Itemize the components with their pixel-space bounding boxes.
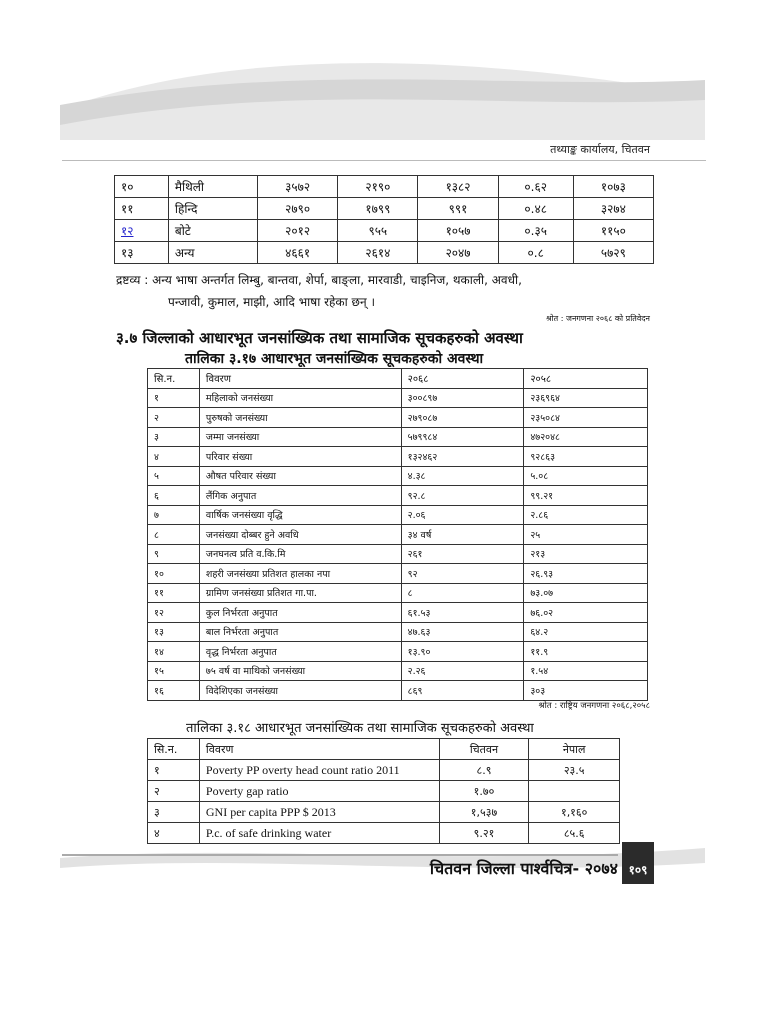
note: [116, 269, 656, 313]
language: हिन्दि: [168, 198, 257, 220]
value: २१३: [524, 544, 648, 564]
serial: ८: [148, 525, 200, 545]
value: ८: [401, 583, 524, 603]
source-note: श्रोत : राष्ट्रिय जनगणना २०६८,२०५८: [538, 701, 650, 711]
value: ५७२९: [573, 242, 653, 264]
value: १३.९०: [401, 642, 524, 662]
indicator: लैंगिक अनुपात: [199, 486, 401, 506]
indicator: वार्षिक जनसंख्या वृद्धि: [199, 505, 401, 525]
table-row: [148, 408, 648, 428]
language: बोटे: [168, 220, 257, 242]
value: २७९०: [258, 198, 338, 220]
table-row: [148, 583, 648, 603]
serial: ११: [148, 583, 200, 603]
table-row: [148, 760, 620, 781]
serial: ३: [148, 427, 200, 447]
value: [529, 781, 620, 802]
serial: १२: [148, 603, 200, 623]
value: १.७०: [439, 781, 529, 802]
table-row: [148, 427, 648, 447]
table-row: [148, 388, 648, 408]
indicator: औषत परिवार संख्या: [199, 466, 401, 486]
value: ७३.०७: [524, 583, 648, 603]
indicator: बाल निर्भरता अनुपात: [199, 622, 401, 642]
value: २.०६: [401, 505, 524, 525]
value: ४७.६३: [401, 622, 524, 642]
value: ०.४८: [498, 198, 573, 220]
value: ४६६१: [258, 242, 338, 264]
indicator: Poverty gap ratio: [199, 781, 439, 802]
value: १०५७: [418, 220, 498, 242]
table-title: तालिका ३.१८ आधारभूत जनसांख्यिक तथा सामाजिक सूचकहरुको अवस्था: [186, 721, 534, 736]
footer-divider: [62, 854, 618, 856]
table-row: [115, 176, 654, 198]
table-row: [148, 447, 648, 467]
value: २३.५: [529, 760, 620, 781]
value: २०१२: [258, 220, 338, 242]
indicator: जनसंख्या दोब्बर हुने अवधि: [199, 525, 401, 545]
language: अन्य: [168, 242, 257, 264]
serial: १०: [115, 176, 169, 198]
serial: १: [148, 760, 200, 781]
value: ५.०८: [524, 466, 648, 486]
value: ७६.०२: [524, 603, 648, 623]
table-title: तालिका ३.१७ आधारभूत जनसांख्यिक सूचकहरुको अवस्था: [185, 351, 484, 367]
serial: १०: [148, 564, 200, 584]
serial: १६: [148, 681, 200, 701]
value: १०७३: [573, 176, 653, 198]
serial-link[interactable]: १२: [115, 220, 169, 242]
value: ८५.६: [529, 823, 620, 844]
value: २७९०८७: [401, 408, 524, 428]
value: २०४७: [418, 242, 498, 264]
poverty-table: [147, 738, 620, 844]
footer-title: चितवन जिल्ला पार्श्वचित्र- २०७४: [429, 859, 618, 878]
column-header: विवरण: [199, 369, 401, 389]
value: ०.८: [498, 242, 573, 264]
value: ०.६२: [498, 176, 573, 198]
value: ९२.८: [401, 486, 524, 506]
value: ९२: [401, 564, 524, 584]
table-row: [115, 242, 654, 264]
column-header: २०६८: [401, 369, 524, 389]
value: ९२८६३: [524, 447, 648, 467]
value: २६१४: [338, 242, 418, 264]
column-header: नेपाल: [529, 739, 620, 760]
source-note: श्रोत : जनगणना २०६८ को प्रतिवेदन: [545, 314, 650, 323]
value: ६१.५३: [401, 603, 524, 623]
value: ९५५: [338, 220, 418, 242]
value: ४.३८: [401, 466, 524, 486]
value: १,५३७: [439, 802, 529, 823]
value: १७९९: [338, 198, 418, 220]
value: ९.२१: [439, 823, 529, 844]
table-row: [148, 781, 620, 802]
value: ११५०: [573, 220, 653, 242]
table-row: [148, 544, 648, 564]
value: ५७९९८४: [401, 427, 524, 447]
table-row: [148, 681, 648, 701]
serial: १३: [148, 622, 200, 642]
value: १,१६०: [529, 802, 620, 823]
language: मैथिली: [168, 176, 257, 198]
value: ३५७२: [258, 176, 338, 198]
office-name: तथ्याङ्क कार्यालय, चितवन: [550, 143, 650, 156]
value: २३५०८४: [524, 408, 648, 428]
table-row: [148, 622, 648, 642]
serial: २: [148, 408, 200, 428]
value: ३००८९७: [401, 388, 524, 408]
value: ३०३: [524, 681, 648, 701]
serial: १३: [115, 242, 169, 264]
header-divider: [62, 160, 706, 161]
serial: ३: [148, 802, 200, 823]
value: ९९.२१: [524, 486, 648, 506]
table-row: [148, 486, 648, 506]
value: ०.३५: [498, 220, 573, 242]
value: २.८६: [524, 505, 648, 525]
value: ६४.२: [524, 622, 648, 642]
serial: ५: [148, 466, 200, 486]
value: २६.९३: [524, 564, 648, 584]
value: २.२६: [401, 661, 524, 681]
column-header: सि.न.: [148, 739, 200, 760]
indicator: विदेशिएका जनसंख्या: [199, 681, 401, 701]
value: ४७२०४८: [524, 427, 648, 447]
indicator: शहरी जनसंख्या प्रतिशत हालका नपा: [199, 564, 401, 584]
column-header: विवरण: [199, 739, 439, 760]
note-line-2: पन्जावी, कुमाल, माझी, आदि भाषा रहेका छन् ।: [168, 295, 375, 309]
table-row: [148, 661, 648, 681]
table-row: [148, 802, 620, 823]
serial: ४: [148, 823, 200, 844]
indicator: महिलाको जनसंख्या: [199, 388, 401, 408]
indicator: GNI per capita PPP $ 2013: [199, 802, 439, 823]
note-line-1: द्रष्टव्य : अन्य भाषा अन्तर्गत लिम्बु, बान्तवा, शेर्पा, बाङ्ला, मारवाडी, चाइनिज, थकाली, अवधी,: [116, 273, 522, 287]
value: ८६९: [401, 681, 524, 701]
indicator: कुल निर्भरता अनुपात: [199, 603, 401, 623]
indicator: जम्मा जनसंख्या: [199, 427, 401, 447]
value: २१९०: [338, 176, 418, 198]
table-row: [115, 220, 654, 242]
column-header: २०५८: [524, 369, 648, 389]
table-row: [148, 603, 648, 623]
page-number: १०९: [622, 842, 654, 884]
value: ९९१: [418, 198, 498, 220]
value: १३२४६२: [401, 447, 524, 467]
serial: ९: [148, 544, 200, 564]
value: १३८२: [418, 176, 498, 198]
value: ३२७४: [573, 198, 653, 220]
table-header: [148, 739, 620, 760]
serial: ७: [148, 505, 200, 525]
indicator: Poverty PP overty head count ratio 2011: [199, 760, 439, 781]
value: ११.९: [524, 642, 648, 662]
value: २३६९६४: [524, 388, 648, 408]
column-header: सि.न.: [148, 369, 200, 389]
serial: १: [148, 388, 200, 408]
indicator: ७५ वर्ष वा माथिको जनसंख्या: [199, 661, 401, 681]
indicator: पुरुषको जनसंख्या: [199, 408, 401, 428]
indicator: P.c. of safe drinking water: [199, 823, 439, 844]
table-row: [148, 466, 648, 486]
serial: १४: [148, 642, 200, 662]
language-table: [114, 175, 654, 264]
indicator: वृद्ध निर्भरता अनुपात: [199, 642, 401, 662]
value: ३४ वर्ष: [401, 525, 524, 545]
value: २५: [524, 525, 648, 545]
table-header: [148, 369, 648, 389]
serial: १५: [148, 661, 200, 681]
serial: २: [148, 781, 200, 802]
table-row: [148, 505, 648, 525]
table-row: [115, 198, 654, 220]
section-title: ३.७ जिल्लाको आधारभूत जनसांख्यिक तथा सामाजिक सूचकहरुको अवस्था: [116, 329, 523, 347]
header-decoration: [0, 0, 768, 170]
serial: ६: [148, 486, 200, 506]
serial: ११: [115, 198, 169, 220]
value: २६१: [401, 544, 524, 564]
table-row: [148, 564, 648, 584]
indicator-table: [147, 368, 648, 701]
serial: ४: [148, 447, 200, 467]
indicator: जनघनत्व प्रति व.कि.मि: [199, 544, 401, 564]
indicator: परिवार संख्या: [199, 447, 401, 467]
table-row: [148, 525, 648, 545]
value: १.५४: [524, 661, 648, 681]
indicator: ग्रामिण जनसंख्या प्रतिशत गा.पा.: [199, 583, 401, 603]
value: ८.९: [439, 760, 529, 781]
column-header: चितवन: [439, 739, 529, 760]
table-row: [148, 642, 648, 662]
